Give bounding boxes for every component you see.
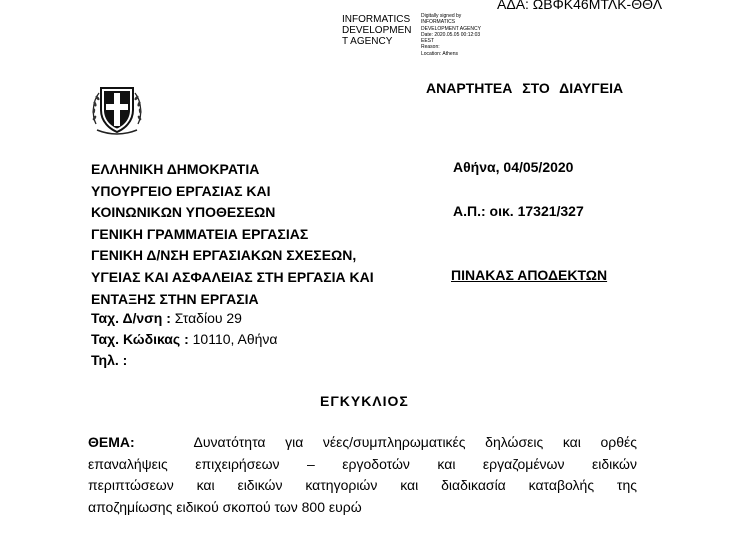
signature-detail-line: DEVELOPMENT AGENCY: [421, 25, 481, 32]
ada-code: ΑΔΑ: ΩΒΦΚ46ΜΤΛΚ-ΘΘΛ: [497, 0, 663, 12]
header-line: ΓΕΝΙΚΗ ΓΡΑΜΜΑΤΕΙΑ ΕΡΓΑΣΙΑΣ: [91, 225, 309, 242]
header-line: ΕΛΛΗΝΙΚΗ ΔΗΜΟΚΡΑΤΙΑ: [91, 161, 260, 177]
header-line: ΕΝΤΑΞΗΣ ΣΤΗΝ ΕΡΓΑΣΙΑ: [91, 290, 259, 307]
phone-label: Τηλ. :: [91, 352, 128, 368]
signature-detail-line: Location: Athens: [421, 50, 458, 57]
signature-detail-line: INFORMATICS: [421, 19, 456, 26]
signature-details: [421, 13, 521, 57]
document-date: Αθήνα, 04/05/2020: [453, 159, 574, 175]
signature-name-line: DEVELOPMEN: [342, 25, 412, 36]
header-line: ΥΠΟΥΡΓΕΙΟ ΕΡΓΑΣΙΑΣ ΚΑΙ: [91, 182, 271, 199]
issuing-authority-header: [91, 159, 374, 310]
postal-code-row: [91, 331, 278, 347]
circular-title: ΕΓΚΥΚΛΙΟΣ: [320, 393, 409, 409]
signature-detail-line: Reason:: [421, 44, 440, 51]
signature-name-line: INFORMATICS: [342, 14, 411, 25]
address-value: Σταδίου 29: [170, 310, 242, 326]
signature-name-line: T AGENCY: [342, 36, 393, 47]
header-line: ΓΕΝΙΚΗ Δ/ΝΣΗ ΕΡΓΑΣΙΑΚΩΝ ΣΧΕΣΕΩΝ,: [91, 247, 357, 264]
postal-code-value: 10110, Αθήνα: [188, 331, 278, 347]
subject-line: περιπτώσεων και ειδικών κατηγοριών και διαδικασία καταβολής της: [88, 477, 637, 493]
signature-signer-name: [342, 14, 420, 47]
protocol-number: Α.Π.: οικ. 17321/327: [453, 203, 584, 219]
signature-detail-line: EEST: [421, 38, 435, 45]
greek-coat-of-arms-icon: [88, 80, 146, 138]
header-line: ΚΟΙΝΩΝΙΚΩΝ ΥΠΟΘΕΣΕΩΝ: [91, 204, 276, 221]
phone-row: [91, 352, 127, 368]
recipients-table-link: ΠΙΝΑΚΑΣ ΑΠΟΔΕΚΤΩΝ: [451, 267, 608, 283]
publish-notice: ΑΝΑΡΤΗΤΕΑ ΣΤΟ ΔΙΑΥΓΕΙΑ: [426, 80, 624, 96]
address-label: Ταχ. Δ/νση :: [91, 310, 171, 326]
signature-detail-line: Digitally signed by: [421, 13, 462, 19]
subject-line: αποζημίωσης ειδικού σκοπού των 800 ευρώ: [88, 498, 362, 515]
subject-line: [88, 432, 637, 454]
subject-line: επαναλήψεις επιχειρήσεων – εργοδοτών και εργαζομένων ειδικών: [88, 455, 637, 472]
postal-code-label: Ταχ. Κώδικας :: [91, 331, 189, 347]
signature-detail-line: Date: 2020.05.05 00:12:03: [421, 31, 481, 38]
subject-paragraph: [88, 432, 637, 518]
subject-label: ΘΕΜΑ:: [88, 434, 135, 450]
address-row: [91, 310, 242, 326]
subject-line-text: Δυνατότητα για νέες/συμπληρωματικές δηλώσεις και ορθές: [193, 434, 637, 450]
header-line: ΥΓΕΙΑΣ ΚΑΙ ΑΣΦΑΛΕΙΑΣ ΣΤΗ ΕΡΓΑΣΙΑ ΚΑΙ: [91, 268, 374, 285]
